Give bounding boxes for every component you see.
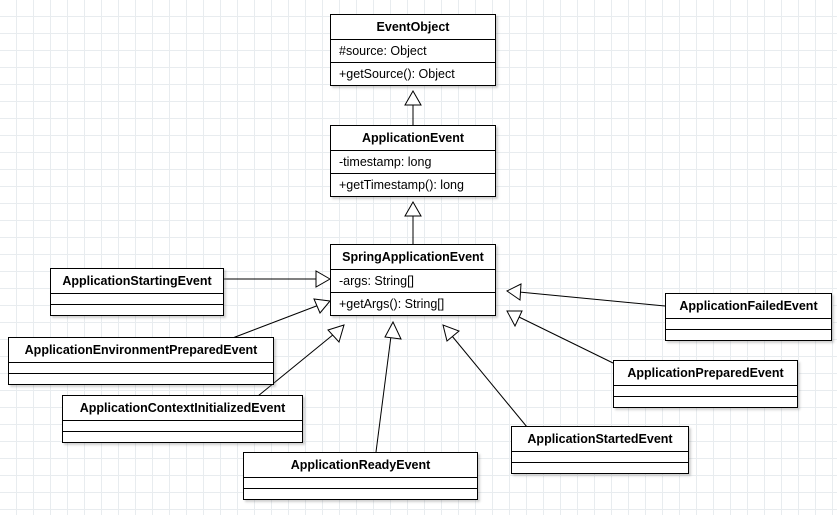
class-name: ApplicationEvent [361, 131, 465, 145]
class-box-application-environment-prepared-event[interactable] [8, 337, 274, 385]
generalization-application-event-to-event-object [405, 91, 421, 125]
class-attributes: -timestamp: long [339, 155, 432, 169]
class-name: ApplicationPreparedEvent [627, 366, 784, 380]
class-operations: +getTimestamp(): long [339, 178, 464, 192]
class-attributes [9, 363, 273, 373]
generalization-application-started-event [443, 325, 527, 427]
class-attributes [512, 452, 688, 462]
class-box-application-ready-event[interactable] [243, 452, 478, 500]
class-attributes: -args: String[] [339, 274, 415, 288]
generalization-application-starting-event [224, 271, 330, 287]
class-box-spring-application-event[interactable] [330, 244, 496, 316]
class-operations: +getSource(): Object [339, 67, 455, 81]
class-box-event-object[interactable] [330, 14, 496, 86]
class-attributes [51, 294, 223, 304]
class-box-application-failed-event[interactable] [665, 293, 832, 341]
class-name: ApplicationStartingEvent [62, 274, 212, 288]
class-operations: +getArgs(): String[] [339, 297, 445, 311]
class-operations [63, 432, 302, 442]
class-box-application-starting-event[interactable] [50, 268, 224, 316]
generalization-spring-application-event-to-application-event [405, 202, 421, 244]
class-operations [51, 305, 223, 315]
generalization-application-environment-prepared-event [230, 299, 330, 339]
class-attributes [63, 421, 302, 431]
class-name: ApplicationContextInitializedEvent [79, 401, 286, 415]
class-box-application-event[interactable] [330, 125, 496, 197]
class-name: EventObject [376, 20, 450, 34]
class-operations [512, 463, 688, 473]
class-operations [9, 374, 273, 384]
class-name: ApplicationEnvironmentPreparedEvent [24, 343, 258, 357]
generalization-application-prepared-event [507, 311, 613, 363]
class-name: SpringApplicationEvent [342, 250, 484, 264]
class-attributes: #source: Object [339, 44, 427, 58]
class-operations [614, 397, 797, 407]
class-name: ApplicationStartedEvent [527, 432, 673, 446]
class-operations [244, 489, 477, 499]
class-box-application-context-initialized-event[interactable] [62, 395, 303, 443]
class-box-application-started-event[interactable] [511, 426, 689, 474]
class-name: ApplicationReadyEvent [290, 458, 431, 472]
class-box-application-prepared-event[interactable] [613, 360, 798, 408]
class-name: ApplicationFailedEvent [679, 299, 818, 313]
class-operations [666, 330, 831, 340]
class-attributes [666, 319, 831, 329]
class-attributes [614, 386, 797, 396]
class-attributes [244, 478, 477, 488]
generalization-application-failed-event [507, 284, 665, 306]
generalization-application-ready-event [376, 322, 401, 452]
